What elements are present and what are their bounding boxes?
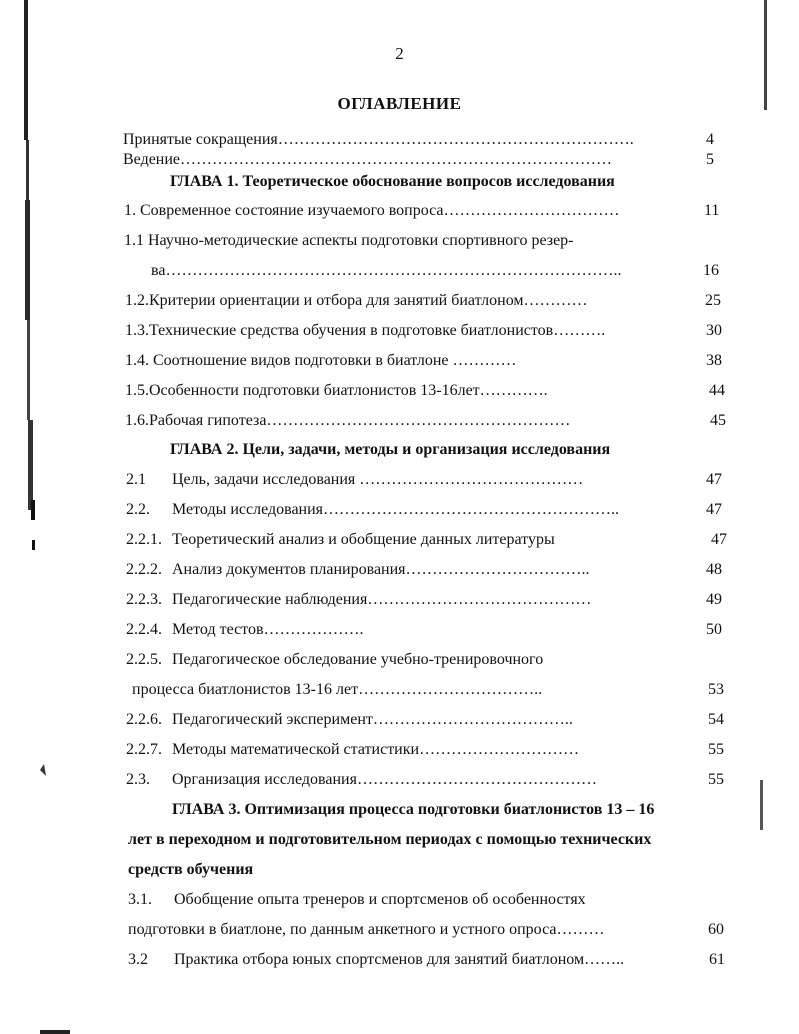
toc-entry-text: 1.5.Особенности подготовки биатлонистов 13-16лет…………. xyxy=(125,382,548,399)
toc-entry xyxy=(126,710,573,730)
toc-entry-text: 1.1 Научно-методические аспекты подготовки спортивного резер- xyxy=(124,232,574,249)
toc-entry-number: 2.3. xyxy=(126,771,150,788)
page-number: 2 xyxy=(395,44,404,63)
toc-page-number: 25 xyxy=(705,292,721,309)
toc-entry-text: Практика отбора юных спортсменов для занятий биатлоном…….. xyxy=(174,951,625,968)
toc-entry-number: 2.2.1. xyxy=(126,531,162,548)
toc-entry-text: Ведение……………………………………………………………………… xyxy=(123,151,613,168)
toc-entry xyxy=(125,351,517,371)
toc-entry-text: ва………………………………………………………………………….. xyxy=(151,262,622,279)
toc-entry-text: Педагогическое обследование учебно-тренировочного xyxy=(172,651,544,668)
toc-page-number: 5 xyxy=(706,151,714,168)
toc-entry xyxy=(128,890,586,910)
toc-page-number: 60 xyxy=(708,921,724,938)
toc-entry-text: 1.3.Технические средства обучения в подготовке биатлонистов………. xyxy=(125,322,606,339)
toc-page-number: 54 xyxy=(708,711,724,728)
toc-entry-text: Обобщение опыта тренеров и спортсменов об особенностях xyxy=(174,891,586,908)
toc-entry-text: 1. Современное состояние изучаемого вопроса…………………………… xyxy=(124,202,620,219)
toc-entry-number: 3.1. xyxy=(128,891,152,908)
toc-entry-number: 2.1 xyxy=(126,471,146,488)
toc-entry-text: 1.2.Критерии ориентации и отбора для занятий биатлоном………… xyxy=(125,292,588,309)
toc-page-number: 55 xyxy=(708,741,724,758)
chapter-heading xyxy=(128,795,738,885)
toc-entry-number: 3.2 xyxy=(128,951,148,968)
toc-entry xyxy=(126,650,543,670)
chapter-heading: ГЛАВА 2. Цели, задачи, методы и организация исследования xyxy=(170,441,611,458)
toc-entry-number: 2.2.3. xyxy=(126,591,162,608)
toc-entry-number: 2.2.6. xyxy=(126,711,162,728)
toc-entry-text: 1.6.Рабочая гипотеза………………………………………………… xyxy=(125,412,571,429)
toc-entry-text: Педагогический эксперимент……………………………….. xyxy=(172,711,573,728)
toc-page-number: 47 xyxy=(706,471,722,488)
toc-entry-text: Методы математической статистики………………………… xyxy=(172,741,580,758)
toc-entry-number: 2.2. xyxy=(126,501,150,518)
toc-page-number: 44 xyxy=(709,382,725,399)
toc-page-number: 49 xyxy=(706,591,722,608)
toc-entry xyxy=(126,590,591,610)
toc-page-number: 16 xyxy=(703,262,719,279)
toc-entry-text: Цель, задачи исследования …………………………………… xyxy=(172,471,584,488)
chapter-heading: ГЛАВА 1. Теоретическое обоснование вопросов исследования xyxy=(170,173,615,190)
toc-entry-text: 1.4. Соотношение видов подготовки в биатлоне ………… xyxy=(125,352,517,369)
toc-entry xyxy=(124,231,574,251)
toc-entry xyxy=(126,500,619,520)
toc-page-number: 45 xyxy=(710,412,726,429)
toc-entry xyxy=(126,470,583,490)
toc-entry-number: 2.2.4. xyxy=(126,621,162,638)
toc-entry xyxy=(125,321,605,341)
toc-entry-text: процесса биатлонистов 13-16 лет…………………………….. xyxy=(132,681,543,698)
toc-entry xyxy=(125,291,588,311)
toc-entry-text: подготовки в биатлоне, по данным анкетного и устного опроса……… xyxy=(128,921,605,938)
toc-page-number: 61 xyxy=(709,951,725,968)
scan-shadow-left xyxy=(22,0,36,1034)
toc-entry xyxy=(125,381,548,401)
toc-entry-text: Теоретический анализ и обобщение данных литературы xyxy=(172,531,555,548)
toc-entry-text: Принятые сокращения…………………………………………………………. xyxy=(123,131,634,148)
toc-entry-number: 2.2.2. xyxy=(126,561,162,578)
toc-entry-text: Педагогические наблюдения…………………………………… xyxy=(172,591,592,608)
toc-page-number: 50 xyxy=(706,621,722,638)
toc-entry xyxy=(126,740,579,760)
toc-entry xyxy=(124,201,620,221)
toc-page-number: 38 xyxy=(706,352,722,369)
chapter-heading-line: средств обучения xyxy=(128,861,254,878)
toc-entry xyxy=(126,560,590,580)
toc-entry-number: 2.2.7. xyxy=(126,741,162,758)
toc-entry-text: Организация исследования……………………………………… xyxy=(172,771,597,788)
toc-entry xyxy=(151,261,621,281)
toc-entry xyxy=(128,920,604,940)
chapter-heading-line: ГЛАВА 3. Оптимизация процесса подготовки биатлонистов 13 – 16 xyxy=(172,801,655,818)
chapter-heading-line: лет в переходном и подготовительном периодах с помощью технических xyxy=(128,831,652,848)
toc-entry xyxy=(126,620,364,640)
toc-entry-text: Метод тестов………………. xyxy=(172,621,364,638)
toc-entry-number: 2.2.5. xyxy=(126,651,162,668)
toc-page-number: 11 xyxy=(704,202,720,219)
toc-entry xyxy=(126,770,597,790)
toc-page-number: 4 xyxy=(706,131,714,148)
toc-page-number: 53 xyxy=(708,681,724,698)
toc-page-number: 30 xyxy=(706,322,722,339)
toc-entry xyxy=(125,411,570,431)
toc-page-number: 48 xyxy=(706,561,722,578)
toc-entry-text: Анализ документов планирования…………………………….. xyxy=(172,561,590,578)
toc-entry xyxy=(126,530,555,550)
toc-entry xyxy=(128,950,624,970)
toc-page-number: 47 xyxy=(706,501,722,518)
toc-page-number: 55 xyxy=(708,771,724,788)
toc-entry-text: Методы исследования……………………………………………….. xyxy=(172,501,620,518)
toc-page-number: 47 xyxy=(711,531,727,548)
toc-entry xyxy=(123,150,612,170)
toc-entry xyxy=(123,130,634,150)
toc-entry xyxy=(132,680,542,700)
page-title: ОГЛАВЛЕНИЕ xyxy=(337,94,462,113)
